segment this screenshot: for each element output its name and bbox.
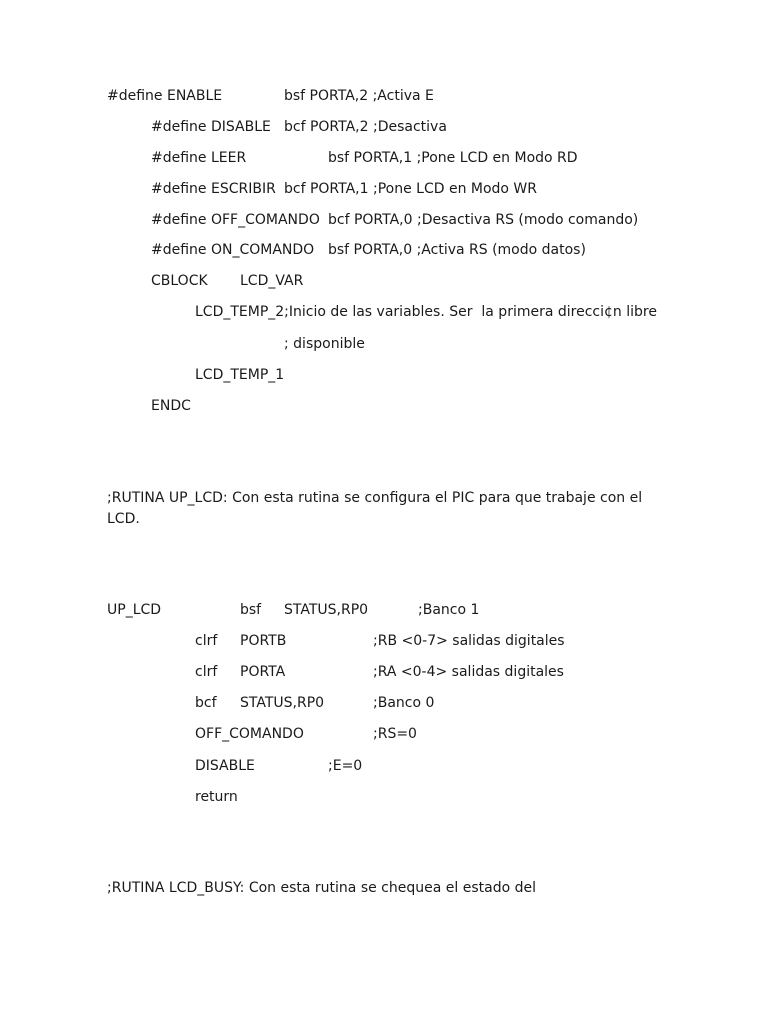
code-line: clrf — [195, 664, 218, 680]
code-line: bcf PORTA,2 ;Desactiva — [284, 119, 447, 135]
code-line: bcf — [195, 695, 217, 711]
code-line: #define ON_COMANDO — [151, 242, 315, 258]
code-line: #define ENABLE — [107, 88, 223, 104]
code-line: #define ESCRIBIR — [151, 181, 276, 197]
code-line: #define DISABLE — [151, 119, 271, 135]
code-line: ;RB <0-7> salidas digitales — [373, 633, 565, 649]
code-line: LCD_VAR — [240, 273, 304, 289]
code-line: bsf PORTA,0 ;Activa RS (modo datos) — [328, 242, 586, 258]
comment-line: ;RUTINA UP_LCD: Con esta rutina se configura el PIC para que trabaje con el — [107, 490, 643, 506]
code-line: ;Banco 0 — [373, 695, 435, 711]
code-line: bcf PORTA,1 ;Pone LCD en Modo WR — [284, 181, 538, 197]
code-line: DISABLE — [195, 758, 255, 774]
code-line: bcf PORTA,0 ;Desactiva RS (modo comando) — [328, 212, 639, 228]
comment-line: ;RUTINA LCD_BUSY: Con esta rutina se chequea el estado del — [107, 880, 536, 896]
code-line: STATUS,RP0 — [240, 695, 325, 711]
comment-line: LCD. — [107, 511, 140, 527]
code-line: PORTA — [240, 664, 286, 680]
code-line: ;E=0 — [328, 758, 363, 774]
code-line: ENDC — [151, 398, 191, 414]
code-line: #define LEER — [151, 150, 247, 166]
code-line: #define OFF_COMANDO — [151, 212, 320, 228]
code-line: STATUS,RP0 — [284, 602, 369, 618]
code-line: bsf PORTA,2 ;Activa E — [284, 88, 434, 104]
code-line: ;Banco 1 — [418, 602, 480, 618]
code-line: clrf — [195, 633, 218, 649]
code-line: ;RS=0 — [373, 726, 417, 742]
code-line: OFF_COMANDO — [195, 726, 304, 742]
code-line: LCD_TEMP_2;Inicio de las variables. Ser la primera direcci¢n libre — [195, 304, 657, 320]
code-line: bsf PORTA,1 ;Pone LCD en Modo RD — [328, 150, 578, 166]
code-line: ; disponible — [284, 336, 365, 352]
code-line: PORTB — [240, 633, 287, 649]
code-line: UP_LCD — [107, 602, 162, 618]
code-line: return — [195, 789, 238, 805]
code-line: bsf — [240, 602, 262, 618]
code-line: ;RA <0-4> salidas digitales — [373, 664, 564, 680]
code-line: LCD_TEMP_1 — [195, 367, 285, 383]
code-line: CBLOCK — [151, 273, 208, 289]
